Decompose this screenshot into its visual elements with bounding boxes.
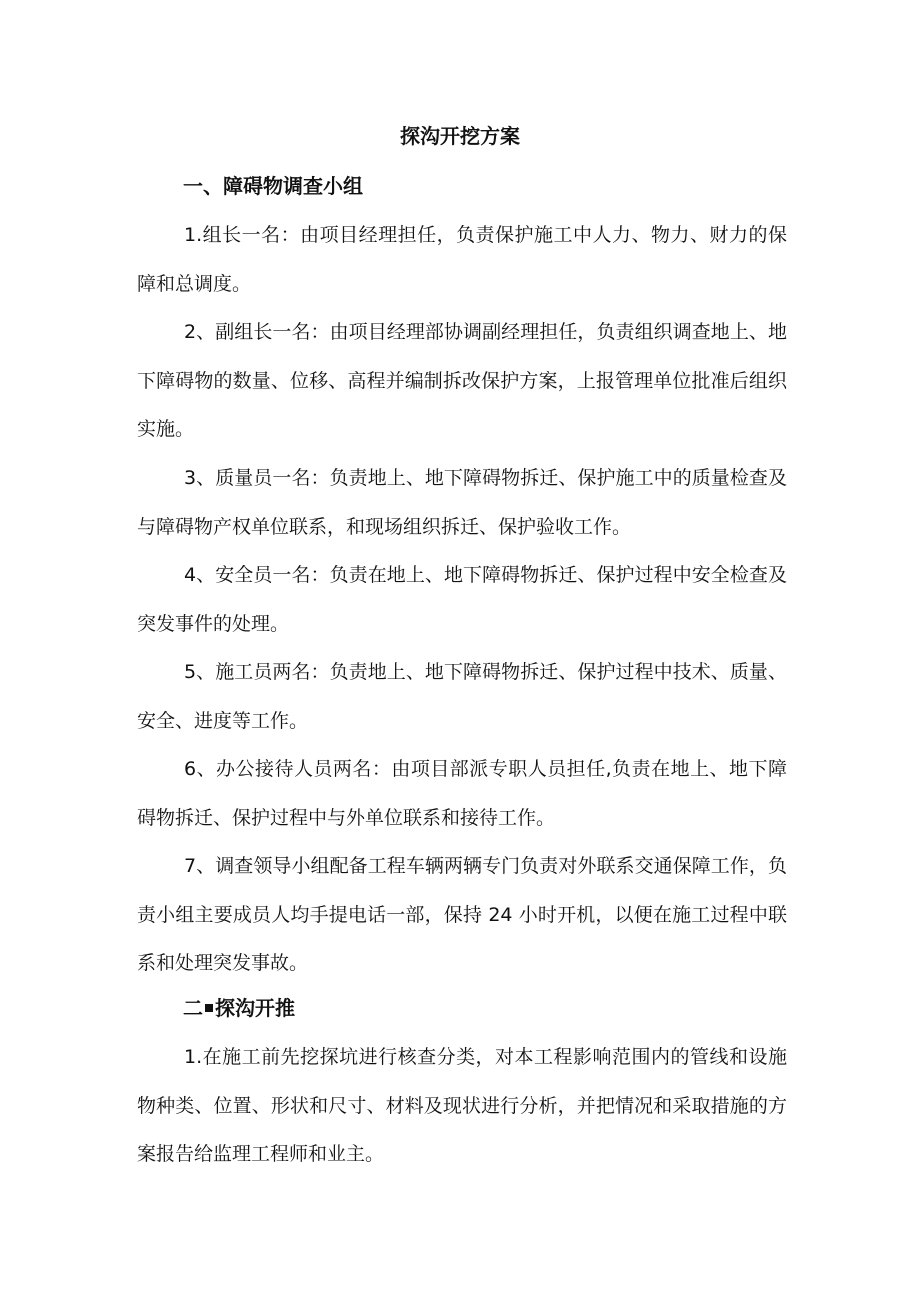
paragraph-section2-item-1: 1.在施工前先挖探坑进行核查分类，对本工程影响范围内的管线和设施物种类、位置、形状和尺寸、材料及现状进行分析，并把情况和采取措施的方案报告给监理工程师和业主。 (137, 1046, 787, 1165)
paragraph-item-1: 1.组长一名：由项目经理担任，负责保护施工中人力、物力、财力的保障和总调度。 (137, 224, 787, 295)
paragraph-item-5: 5、施工员两名：负责地上、地下障碍物拆迁、保护过程中技术、质量、安全、进度等工作。 (137, 661, 787, 732)
section-heading-text: 探沟开推 (215, 996, 295, 1020)
paragraph-item-3: 3、质量员一名：负责地上、地下障碍物拆迁、保护施工中的质量检查及与障碍物产权单位联系，和现场组织拆迁、保护验收工作。 (137, 467, 787, 538)
paragraph-item-4: 4、安全员一名：负责在地上、地下障碍物拆迁、保护过程中安全检查及突发事件的处理。 (137, 564, 787, 635)
section-heading-obstacle-survey-team: 一、障碍物调查小组 (183, 174, 363, 198)
section-heading-prefix: 二 (183, 996, 203, 1020)
document-title: 探沟开挖方案 (400, 124, 520, 148)
section-heading-trench-excavation (183, 992, 295, 1024)
paragraph-item-7: 7、调查领导小组配备工程车辆两辆专门负责对外联系交通保障工作，负责小组主要成员人均手提电话一部，保持 24 小时开机，以便在施工过程中联系和处理突发事故。 (137, 855, 787, 974)
paragraph-item-6: 6、办公接待人员两名：由项目部派专职人员担任,负责在地上、地下障碍物拆迁、保护过程中与外单位联系和接待工作。 (137, 758, 787, 829)
paragraph-item-2: 2、副组长一名：由项目经理部协调副经理担任，负责组织调查地上、地下障碍物的数量、位移、高程并编制拆改保护方案，上报管理单位批准后组织实施。 (137, 321, 787, 440)
square-bullet-icon (205, 1004, 213, 1012)
